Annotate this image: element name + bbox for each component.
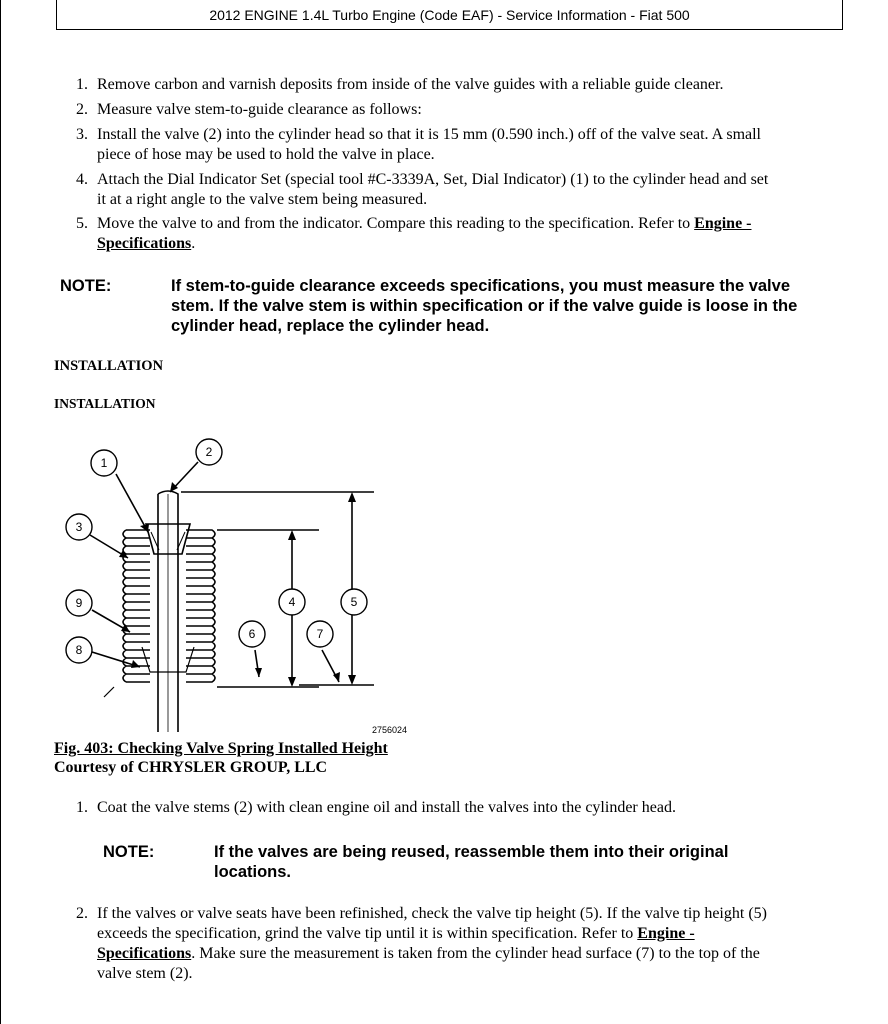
step-text [97, 904, 842, 984]
step-text-line: Attach the Dial Indicator Set (special tool #C-3339A, Set, Dial Indicator) (1) to the cylinder head and set [97, 171, 769, 188]
step-text-line: exceeds the specification, grind the valve tip until it is within specification. Refer to [97, 925, 638, 942]
step-number: 3. [76, 126, 88, 143]
step-text: Measure valve stem-to-guide clearance as follows: [97, 101, 422, 118]
figure-title: Fig. 403: Checking Valve Spring Installed Height [54, 740, 388, 757]
note-text [171, 276, 797, 336]
step-number: 1. [76, 76, 88, 93]
step-text-line: valve stem (2). [97, 965, 193, 982]
engine-specifications-link-cont[interactable]: Specifications [97, 945, 192, 962]
svg-text:2: 2 [205, 445, 213, 459]
section-subheading: INSTALLATION [54, 396, 156, 411]
figure-caption [54, 739, 388, 777]
svg-text:7: 7 [316, 627, 324, 641]
step-text-line: Install the valve (2) into the cylinder head so that it is 15 mm (0.590 inch.) off of the valve seat. A small [97, 126, 761, 143]
section-heading: INSTALLATION [54, 358, 164, 374]
svg-text:8: 8 [75, 643, 83, 657]
step-text [97, 214, 842, 254]
valve-spring-figure [54, 432, 408, 742]
svg-text:5: 5 [350, 595, 358, 609]
step-number: 1. [76, 799, 88, 816]
callout-4 [279, 589, 305, 615]
figure-image-id: 2756024 [372, 725, 408, 735]
engine-specifications-link[interactable]: Engine - [637, 925, 695, 942]
step-text-line: . Make sure the measurement is taken from the cylinder head surface (7) to the top of the [191, 945, 760, 962]
step-text-line: it at a right angle to the valve stem being measured. [97, 191, 428, 208]
page-header [56, 0, 843, 30]
callout-5 [341, 589, 367, 615]
step-number: 2. [76, 905, 88, 922]
svg-text:6: 6 [248, 627, 256, 641]
step-number: 2. [76, 101, 88, 118]
page-left-border [0, 0, 1, 1024]
callout-9 [66, 590, 92, 616]
step-number: 4. [76, 171, 88, 188]
step-text: Coat the valve stems (2) with clean engine oil and install the valves into the cylinder head. [97, 799, 676, 816]
note-text [214, 842, 728, 882]
step-text-end: . [191, 235, 196, 252]
callout-1 [91, 450, 117, 476]
step-text-line: piece of hose may be used to hold the valve in place. [97, 146, 435, 163]
figure-courtesy: Courtesy of CHRYSLER GROUP, LLC [54, 759, 328, 776]
note-line: If the valves are being reused, reassemble them into their original [214, 843, 729, 861]
svg-text:3: 3 [75, 520, 83, 534]
engine-specifications-link[interactable]: Engine - [694, 215, 752, 232]
callout-leader-1 [116, 474, 148, 532]
svg-text:4: 4 [288, 595, 296, 609]
step-number: 5. [76, 215, 88, 232]
step-text [97, 170, 842, 210]
step-text-line: If the valves or valve seats have been refinished, check the valve tip height (5). If the valve tip height (5) [97, 905, 767, 922]
svg-text:1: 1 [100, 456, 108, 470]
note-line: If stem-to-guide clearance exceeds specifications, you must measure the valve [171, 277, 790, 295]
note-label: NOTE: [60, 277, 112, 295]
arrowheads [119, 482, 356, 687]
svg-text:9: 9 [75, 596, 83, 610]
callout-2 [196, 439, 222, 465]
callout-7 [307, 621, 333, 647]
callout-3 [66, 514, 92, 540]
header-title: 2012 ENGINE 1.4L Turbo Engine (Code EAF) - Service Information - Fiat 500 [209, 6, 690, 23]
callout-8 [66, 637, 92, 663]
engine-specifications-link-cont[interactable]: Specifications [97, 235, 192, 252]
note-line: cylinder head, replace the cylinder head. [171, 317, 490, 335]
step-text [97, 125, 842, 165]
note-line: locations. [214, 863, 292, 881]
callout-6 [239, 621, 265, 647]
note-line: stem. If the valve stem is within specification or if the valve guide is loose in the [171, 297, 798, 315]
step-text-line: Move the valve to and from the indicator. Compare this reading to the specification. Refer to [97, 215, 695, 232]
step-text: Remove carbon and varnish deposits from inside of the valve guides with a reliable guide cleaner. [97, 76, 724, 93]
note-label: NOTE: [103, 843, 155, 861]
